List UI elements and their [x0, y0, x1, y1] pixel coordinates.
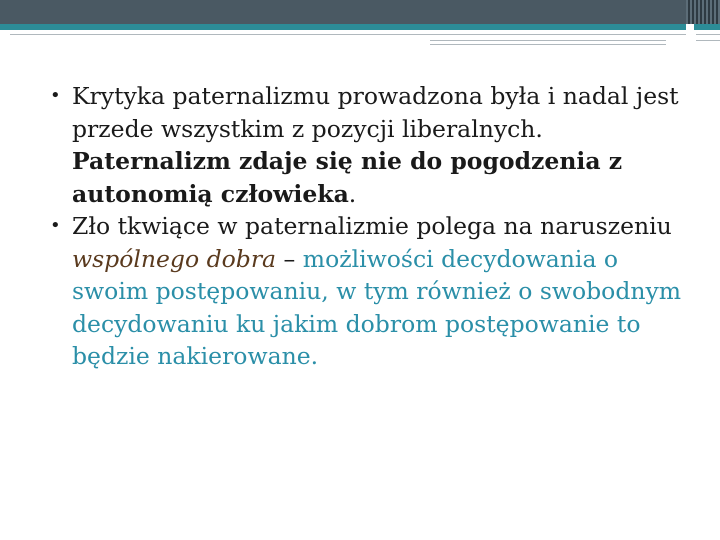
accent-line	[0, 24, 686, 30]
bullet-text-dash: –	[276, 244, 303, 273]
header-bar	[0, 0, 720, 24]
bullet-item-2	[50, 210, 690, 373]
header-stripes	[686, 0, 720, 24]
bullet-icon: •	[50, 215, 61, 236]
bullet-text-italic: wspólnego dobra	[72, 244, 277, 273]
bullet-item-1	[50, 80, 690, 210]
divider-line	[696, 40, 720, 41]
accent-line-right	[694, 24, 720, 30]
divider-line	[10, 34, 686, 35]
bullet-text-end: .	[348, 179, 357, 208]
divider-line	[430, 44, 666, 45]
bullet-text-bold: Paternalizm zdaje się nie do pogodzenia z autonomią człowieka	[72, 147, 623, 208]
divider-line	[430, 40, 666, 41]
slide-content	[50, 80, 690, 373]
bullet-text-teal: możliwości decydowania o swoim postępowaniu, w tym również o swobodnym decydowaniu ku jakim dobrom postępowanie to będzie nakierowane.	[72, 244, 682, 370]
bullet-icon: •	[50, 85, 61, 106]
bullet-text: Zło tkwiące w paternalizmie polega na naruszeniu	[72, 212, 672, 240]
divider-line	[696, 34, 720, 35]
bullet-text: Krytyka paternalizmu prowadzona była i nadal jest przede wszystkim z pozycji liberalnych.	[72, 82, 679, 143]
